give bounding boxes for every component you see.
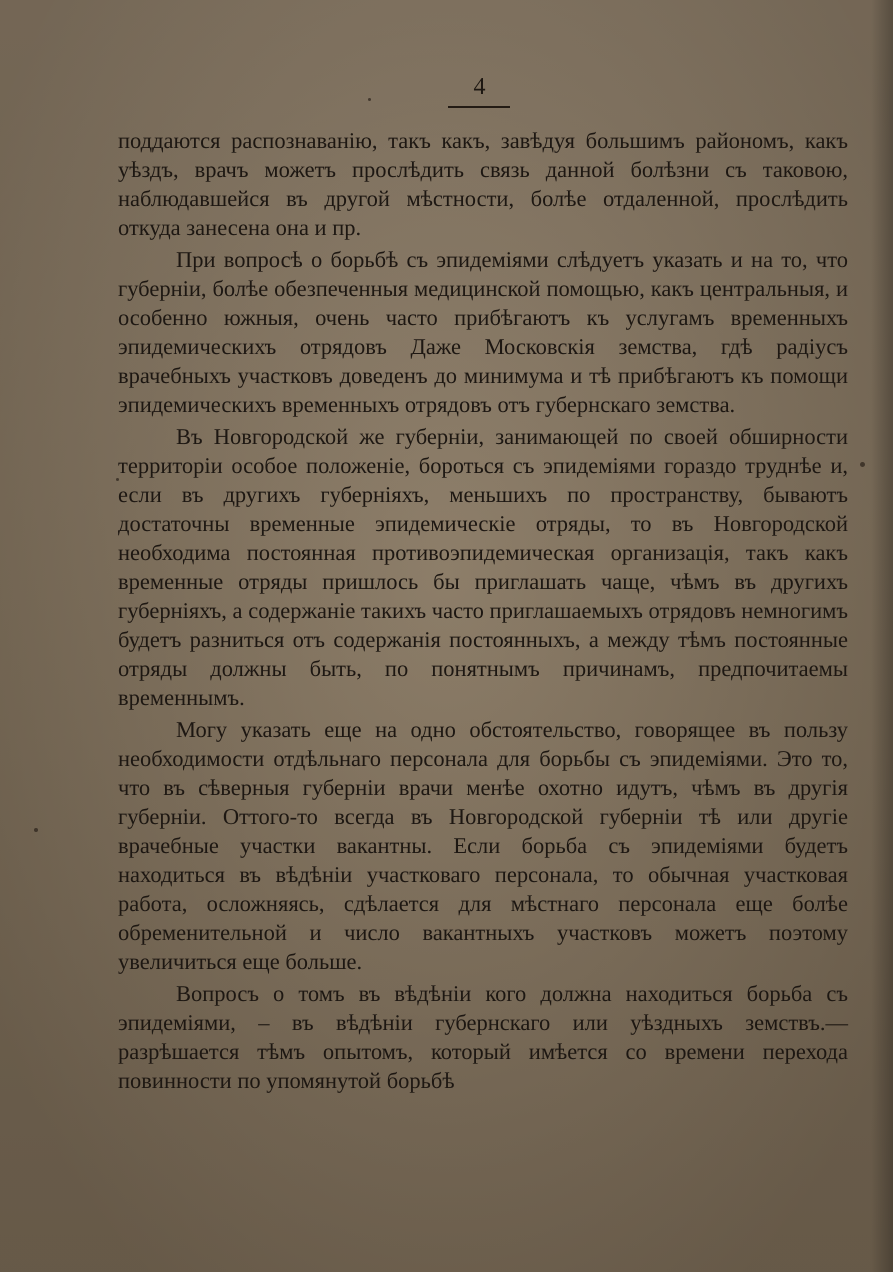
page-number-rule [448, 106, 510, 108]
paragraph-2: При вопросѣ о борьбѣ съ эпидеміями слѣдуетъ указать и на то, что губерніи, болѣе обезпеченныя медицинской помощью, какъ центральныя, и особенно южныя, очень часто прибѣгаютъ къ услугамъ временныхъ эпидемическихъ отрядовъ Даже Московскія земства, гдѣ радіусъ врачебныхъ участковъ доведенъ до минимума и тѣ прибѣгаютъ къ помощи эпидемическихъ временныхъ отрядовъ отъ губернскаго земства. [118, 247, 848, 417]
paragraph-1: поддаются распознаванію, такъ какъ, завѣдуя большимъ райономъ, какъ уѣздъ, врачъ можетъ прослѣдить связь данной болѣзни съ таковою, наблюдавшейся въ другой мѣстности, болѣе отдаленной, прослѣдить откуда занесена она и пр. [118, 128, 848, 240]
paper-speck [368, 98, 371, 101]
paper-speck [116, 478, 119, 481]
paper-speck [860, 462, 865, 467]
paper-speck [34, 828, 38, 832]
paragraph-5: Вопросъ о томъ въ вѣдѣніи кого должна находиться борьба съ эпидеміями, – въ вѣдѣніи губернскаго или уѣздныхъ земствъ.—разрѣшается тѣмъ опытомъ, который имѣется со времени перехода повинности по упомянутой борьбѣ [118, 981, 848, 1093]
paragraph-4: Могу указать еще на одно обстоятельство, говорящее въ пользу необходимости отдѣльнаго персонала для борьбы съ эпидеміями. Это то, что въ сѣверныя губерніи врачи менѣе охотно идутъ, чѣмъ въ другія губерніи. Оттого-то всегда въ Новгородской губерніи тѣ или другіе врачебные участки вакантны. Если борьба съ эпидеміями будетъ находиться въ вѣдѣніи участковаго персонала, то обычная участковая работа, осложняясь, сдѣлается для мѣстнаго персонала еще болѣе обременительной и число вакантныхъ участковъ можетъ поэтому увеличиться еще больше. [118, 717, 848, 974]
body-text [118, 126, 848, 1095]
page-number: 4 [473, 74, 487, 100]
paragraph-3: Въ Новгородской же губерніи, занимающей по своей обширности территоріи особое положеніе, бороться съ эпидеміями гораздо труднѣе и, если въ другихъ губерніяхъ, меньшихъ по пространству, бываютъ достаточны временные эпидемическіе отряды, то въ Новгородской необходима постоянная противоэпидемическая организація, такъ какъ временные отряды пришлось бы приглашать чаще, чѣмъ въ другихъ губерніяхъ, а содержаніе такихъ часто приглашаемыхъ отрядовъ немногимъ будетъ разниться отъ содержанія постоянныхъ, а между тѣмъ постоянные отряды должны быть, по понятнымъ причинамъ, предпочитаемы временнымъ. [118, 424, 848, 710]
